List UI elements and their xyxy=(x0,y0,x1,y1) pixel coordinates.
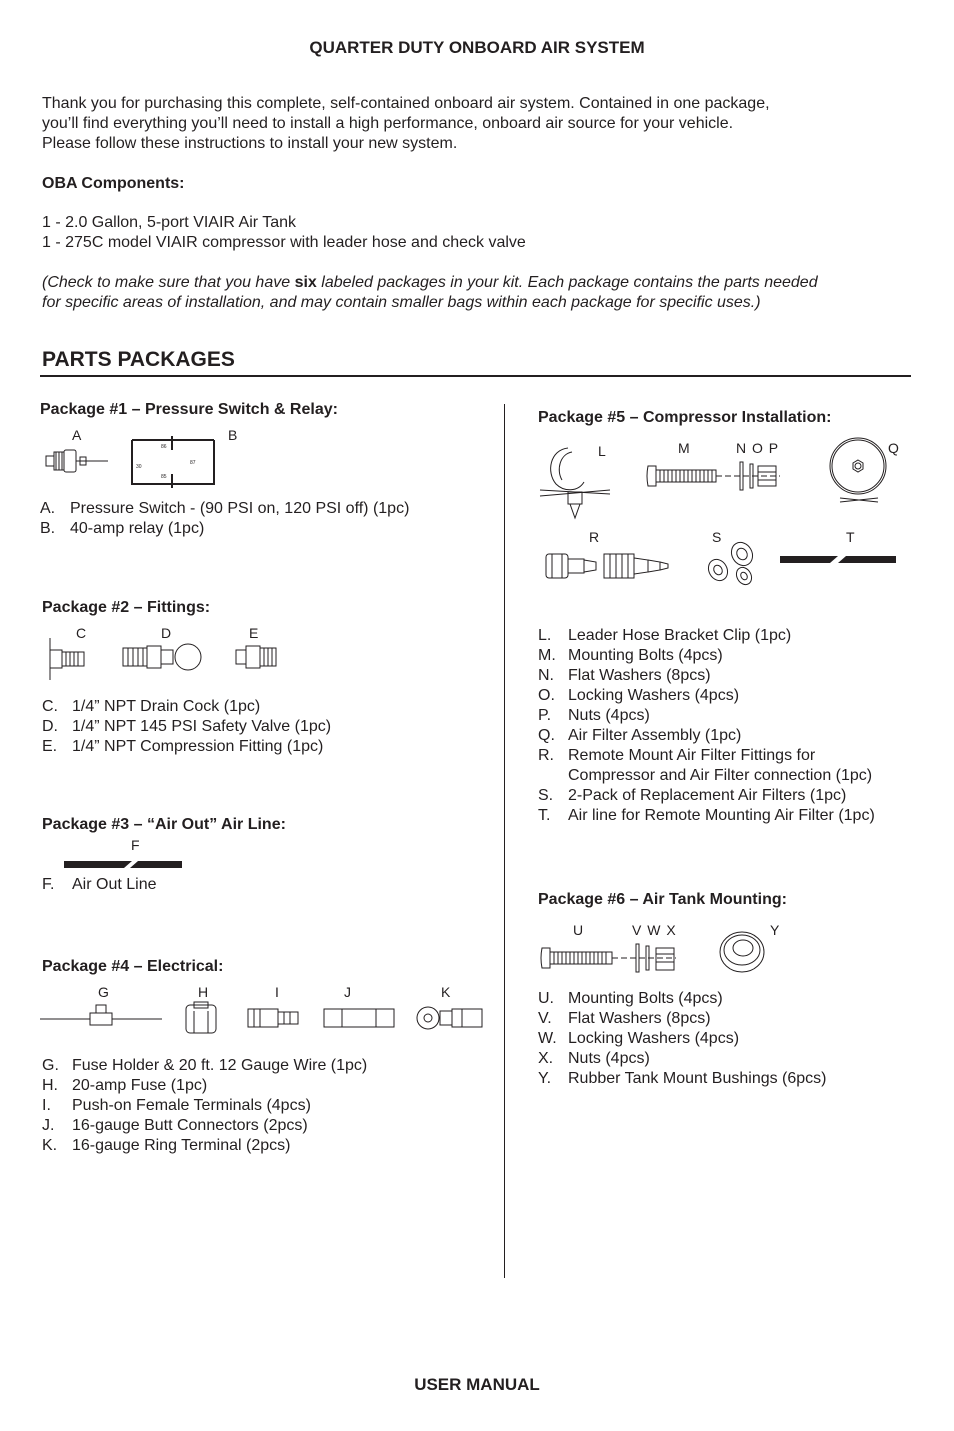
part-label: L xyxy=(598,443,606,459)
pressure-switch-icon xyxy=(44,446,114,478)
list-item: U. Mounting Bolts (4pcs) xyxy=(538,990,723,1007)
package-4-list xyxy=(42,1056,367,1156)
relay-pin-label: 87 xyxy=(190,460,196,466)
drain-cock-icon xyxy=(44,636,88,682)
package-3-heading: Package #3 – “Air Out” Air Line: xyxy=(42,816,286,833)
remote-fittings-icon xyxy=(544,550,674,582)
female-terminal-icon xyxy=(246,1006,302,1030)
fuse-holder-icon xyxy=(40,1003,164,1027)
package-2-list xyxy=(42,697,331,757)
intro-line: Please follow these instructions to install your new system. xyxy=(42,135,458,152)
package-1-heading: Package #1 – Pressure Switch & Relay: xyxy=(40,401,338,418)
heading-rule xyxy=(40,375,911,377)
fuse-icon xyxy=(184,1001,220,1035)
part-label: M xyxy=(678,440,690,456)
list-item: N. Flat Washers (8pcs) xyxy=(538,667,711,684)
package-5-list xyxy=(538,626,875,826)
package-6-heading: Package #6 – Air Tank Mounting: xyxy=(538,891,787,908)
list-item: G. Fuse Holder & 20 ft. 12 Gauge Wire (1pc) xyxy=(42,1057,368,1074)
part-label: C xyxy=(76,625,87,641)
list-item: R. Remote Mount Air Filter Fittings for xyxy=(538,747,816,764)
list-item: W. Locking Washers (4pcs) xyxy=(538,1030,740,1047)
list-item: D. 1/4” NPT 145 PSI Safety Valve (1pc) xyxy=(42,718,332,735)
air-filter-icon xyxy=(826,436,894,508)
compression-fitting-icon xyxy=(234,642,280,674)
tank-mounting-bolt-icon xyxy=(540,940,680,976)
part-label: E xyxy=(249,625,259,641)
filter-air-line-icon xyxy=(778,553,898,565)
part-label: K xyxy=(441,984,451,1000)
list-item: J. 16-gauge Butt Connectors (2pcs) xyxy=(42,1117,308,1134)
relay-pin-label: 30 xyxy=(136,464,142,470)
intro-line: Thank you for purchasing this complete, self-contained onboard air system. Contained in one package, xyxy=(42,95,770,112)
list-item: O. Locking Washers (4pcs) xyxy=(538,687,740,704)
part-label: R xyxy=(589,529,600,545)
page-footer: USER MANUAL xyxy=(414,1375,540,1394)
safety-valve-icon xyxy=(120,642,206,674)
part-label: H xyxy=(198,984,209,1000)
package-1-list xyxy=(40,499,409,539)
list-item: Y. Rubber Tank Mount Bushings (6pcs) xyxy=(538,1070,827,1087)
package-5-heading: Package #5 – Compressor Installation: xyxy=(538,409,832,426)
intro-paragraph xyxy=(42,94,912,154)
package-2-heading: Package #2 – Fittings: xyxy=(42,599,211,616)
list-item: I. Push-on Female Terminals (4pcs) xyxy=(42,1097,311,1114)
list-item: M. Mounting Bolts (4pcs) xyxy=(538,647,723,664)
parts-heading: PARTS PACKAGES xyxy=(42,348,235,371)
list-item: S. 2-Pack of Replacement Air Filters (1pc) xyxy=(538,787,847,804)
list-item: F. Air Out Line xyxy=(42,876,157,893)
part-label: F xyxy=(131,837,140,853)
list-item: K. 16-gauge Ring Terminal (2pcs) xyxy=(42,1137,291,1154)
list-item: H. 20-amp Fuse (1pc) xyxy=(42,1077,208,1094)
document-title: QUARTER DUTY ONBOARD AIR SYSTEM xyxy=(309,38,645,57)
component-item: 1 - 2.0 Gallon, 5-port VIAIR Air Tank xyxy=(42,214,297,231)
note-text: for specific areas of installation, and may contain smaller bags within each package for specific uses.) xyxy=(42,294,761,311)
butt-connector-icon xyxy=(322,1006,398,1030)
components-heading: OBA Components: xyxy=(42,175,185,192)
part-label: N O P xyxy=(736,440,779,456)
list-item: E. 1/4” NPT Compression Fitting (1pc) xyxy=(42,738,324,755)
relay-icon xyxy=(128,436,218,488)
list-item: Q. Air Filter Assembly (1pc) xyxy=(538,727,742,744)
part-label: I xyxy=(275,984,279,1000)
replacement-filters-icon xyxy=(706,540,758,590)
bracket-clip-icon xyxy=(538,442,614,522)
part-label: B xyxy=(228,427,238,443)
list-item: Compressor and Air Filter connection (1pc) xyxy=(568,767,873,784)
components-list xyxy=(42,213,526,253)
part-label: A xyxy=(72,427,82,443)
note-text: (Check to make sure that you have xyxy=(42,274,295,291)
list-item: P. Nuts (4pcs) xyxy=(538,707,650,724)
part-label: G xyxy=(98,984,109,1000)
part-label: V W X xyxy=(632,922,676,938)
mounting-bolt-icon xyxy=(646,458,786,494)
part-label: S xyxy=(712,529,722,545)
list-item: C. 1/4” NPT Drain Cock (1pc) xyxy=(42,698,261,715)
part-label: J xyxy=(344,984,351,1000)
package-note xyxy=(42,273,912,313)
part-label: Y xyxy=(770,922,780,938)
part-label: D xyxy=(161,625,172,641)
package-6-list xyxy=(538,989,827,1089)
column-divider xyxy=(504,404,505,1278)
part-label: T xyxy=(846,529,855,545)
note-text: labeled packages in your kit. Each package contains the parts needed xyxy=(316,274,818,291)
package-4-heading: Package #4 – Electrical: xyxy=(42,958,224,975)
list-item: A. Pressure Switch - (90 PSI on, 120 PSI off) (1pc) xyxy=(40,500,410,517)
list-item: L. Leader Hose Bracket Clip (1pc) xyxy=(538,627,792,644)
intro-line: you’ll find everything you’ll need to install a high performance, onboard air source for your vehicle. xyxy=(42,115,734,132)
list-item: X. Nuts (4pcs) xyxy=(538,1050,650,1067)
note-emphasis: six xyxy=(294,274,317,291)
rubber-bushing-icon xyxy=(718,928,770,976)
part-label: Q xyxy=(888,440,899,456)
ring-terminal-icon xyxy=(414,1006,486,1030)
relay-pin-label: 86 xyxy=(161,444,167,450)
list-item: V. Flat Washers (8pcs) xyxy=(538,1010,711,1027)
component-item: 1 - 275C model VIAIR compressor with leader hose and check valve xyxy=(42,234,526,251)
air-line-icon xyxy=(62,858,184,870)
list-item: B. 40-amp relay (1pc) xyxy=(40,520,205,537)
relay-pin-label: 85 xyxy=(161,474,167,480)
package-3-list xyxy=(42,875,156,895)
part-label: U xyxy=(573,922,584,938)
list-item: T. Air line for Remote Mounting Air Filter (1pc) xyxy=(538,807,875,824)
